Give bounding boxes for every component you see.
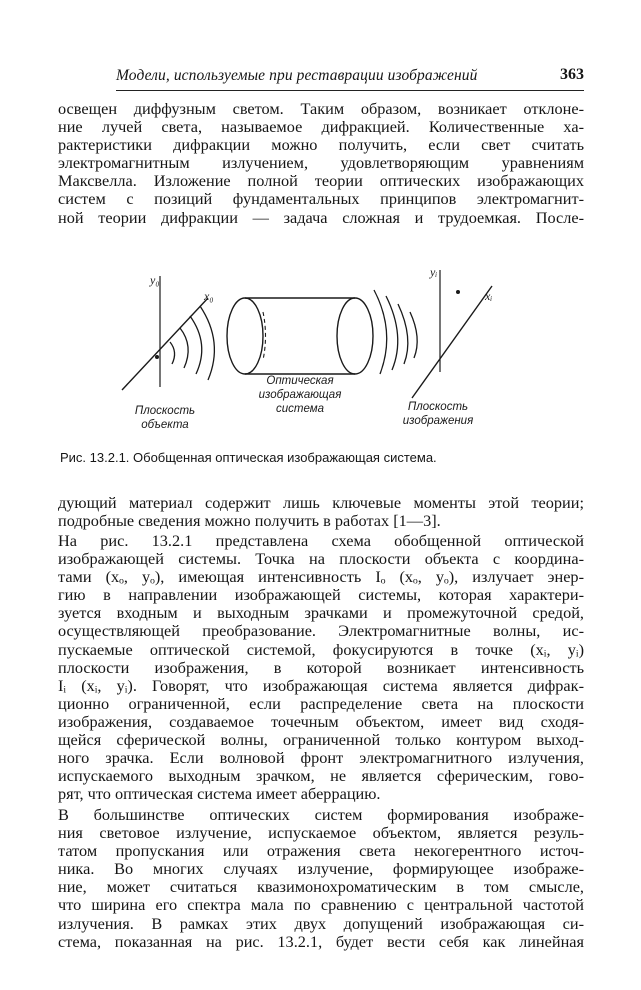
text-line: стема, показанная на рис. 13.2.1, будет вести себя как линейная	[58, 931, 584, 951]
text-line: дующий материал содержит лишь ключевые моменты этой теории;	[58, 493, 584, 512]
text-line: что ширина его спектра мала по сравнению с центральной частотой	[58, 895, 584, 915]
text-line: плоскости изображения, в которой возникает интенсивность	[58, 657, 584, 677]
paragraph-3	[58, 532, 584, 803]
text-line: подробные сведения можно получить в работах [1—3].	[58, 511, 441, 531]
text-line: Iᵢ (xᵢ, yᵢ). Говорят, что изображающая система является дифрак-	[58, 675, 584, 695]
text-line: ной теории дифракции — задача сложная и трудоемкая. После-	[58, 207, 584, 227]
text-line: щейся сферической волны, ограниченной только контуром выход-	[58, 730, 584, 750]
text-line: систем с позиций фундаментальных принципов электромагнит-	[58, 189, 584, 209]
text-line: излучения. В рамках этих двух допущений изображающая си-	[58, 913, 584, 933]
object-plane-label-1: Плоскость	[134, 405, 196, 417]
text-line: пускаемые оптической системой, фокусируются в точке (xᵢ, yᵢ)	[58, 639, 584, 659]
running-title: Модели, используемые при реставрации изображений	[116, 67, 478, 84]
image-plane-label-1: Плоскость	[407, 401, 469, 413]
paragraph-4	[58, 806, 584, 951]
object-plane-label-2: объекта	[141, 419, 189, 431]
image-plane-label-2: изображения	[402, 415, 474, 427]
image-wavefronts	[374, 290, 417, 374]
image-point	[456, 290, 460, 294]
text-line: рят, что оптическая система имеет аберрацию.	[58, 784, 381, 804]
optical-system-figure	[100, 262, 520, 442]
system-label-3: система	[275, 403, 325, 415]
text-line: изображающей системы. Точка на плоскости объекта с координа-	[58, 549, 584, 569]
text-line: рактеристики дифракции можно получить, если свет считать	[58, 135, 584, 155]
text-line: Максвелла. Изложение полной теории оптических изображающих	[58, 171, 584, 191]
object-plane-line	[122, 298, 208, 390]
running-header	[116, 64, 584, 91]
page-number: 363	[560, 66, 584, 83]
text-line: освещен диффузным светом. Таким образом, возникает отклоне-	[58, 99, 584, 118]
text-line: электромагнитным излучением, удовлетворяющим уравнениям	[58, 153, 584, 173]
text-line: ния световое излучение, испускаемое объектом, является резуль-	[58, 823, 584, 843]
object-wavefronts	[170, 306, 214, 380]
axis-xi-label: xᵢ	[485, 289, 493, 303]
text-line: татом пропускания или отражения света некогерентного источ-	[58, 841, 584, 861]
text-line: ного зрачка. Если волновой фронт электромагнитного излучения,	[58, 748, 584, 768]
axis-x0-label: x₀	[204, 289, 214, 303]
text-line: тами (xₒ, yₒ), имеющая интенсивность Iₒ (xₒ, yₒ), излучает энер-	[58, 567, 584, 587]
figure-caption: Рис. 13.2.1. Обобщенная оптическая изображающая система.	[60, 450, 437, 465]
system-label-2: изображающая	[258, 389, 342, 401]
text-line: На рис. 13.2.1 представлена схема обобщенной оптической	[58, 531, 584, 550]
text-line: испускаемого выходным зрачком, не является сферическим, гово-	[58, 766, 584, 786]
text-line: ционно ограниченной, если распределение света на плоскости	[58, 693, 584, 713]
image-plane-line	[412, 286, 492, 398]
optical-system-cylinder	[227, 298, 373, 374]
text-line: В большинстве оптических систем формирования изображе-	[58, 805, 584, 824]
text-line: ника. Во многих случаях излучение, формирующее изображе-	[58, 859, 584, 879]
text-line: зуется входным и выходным зрачками и промежуточной средой,	[58, 603, 584, 623]
text-line: гию в направлении изображающей системы, которая характери-	[58, 585, 584, 605]
axis-yi-label: yᵢ	[430, 265, 438, 279]
text-line: изображения, создаваемое точечным объектом, имеет вид сходя-	[58, 711, 584, 731]
text-line: ние, может считаться квазимонохроматическим в том смысле,	[58, 877, 584, 897]
text-line: ние лучей света, называемое дифракцией. Количественные ха-	[58, 117, 584, 137]
system-label-1: Оптическая	[266, 375, 334, 387]
axis-y0-label: y₀	[150, 273, 160, 287]
paragraph-2	[58, 494, 584, 530]
paragraph-1	[58, 100, 584, 227]
object-point	[155, 355, 159, 359]
text-line: осуществляющей преобразование. Электромагнитные волны, ис-	[58, 621, 584, 641]
